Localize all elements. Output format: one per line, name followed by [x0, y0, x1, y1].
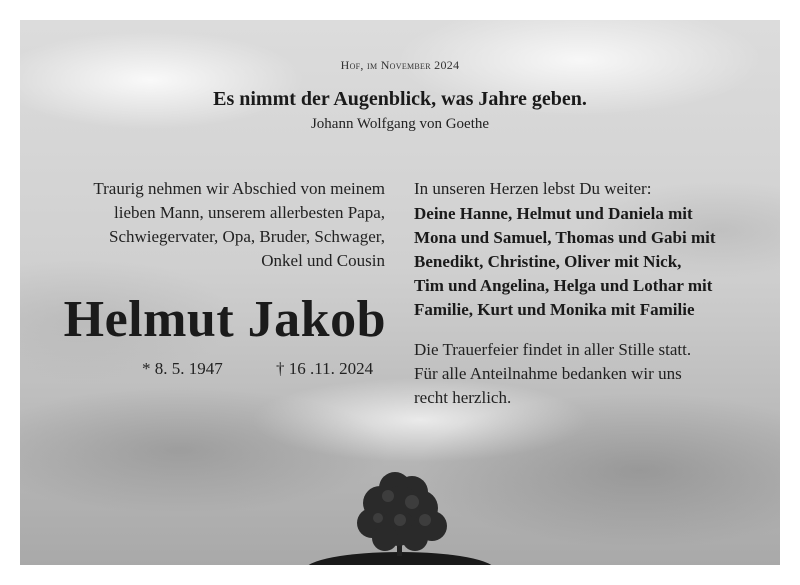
family-line: Deine Hanne, Helmut und Daniela mit [414, 204, 693, 223]
intro-line: Schwiegervater, Opa, Bruder, Schwager, [109, 227, 385, 246]
family-line: Mona und Samuel, Thomas und Gabi mit [414, 228, 716, 247]
intro-line: Traurig nehmen wir Abschied von meinem [93, 179, 385, 198]
intro-line: lieben Mann, unserem allerbesten Papa, [114, 203, 385, 222]
quote: Es nimmt der Augenblick, was Jahre geben. [213, 88, 587, 110]
obituary-card [20, 20, 780, 565]
place-date: Hof, im November 2024 [340, 58, 460, 72]
family-line: Benedikt, Christine, Oliver mit Nick, [414, 252, 682, 271]
family-list [414, 202, 774, 322]
tree-on-hill-icon [300, 458, 500, 565]
intro-line: Onkel und Cousin [261, 251, 385, 270]
quote-author: Johann Wolfgang von Goethe [310, 116, 490, 132]
closing-line: recht herzlich. [414, 388, 512, 407]
hearts-line: In unseren Herzen lebst Du weiter: [414, 179, 652, 198]
birth-date: * 8. 5. 1947 [142, 359, 223, 378]
closing-line: Für alle Anteilnahme bedanken wir uns [414, 364, 682, 383]
deceased-name: Helmut Jakob [63, 291, 386, 348]
death-date: † 16 .11. 2024 [276, 359, 374, 378]
family-line: Familie, Kurt und Monika mit Familie [414, 300, 695, 319]
family-line: Tim und Angelina, Helga und Lothar mit [414, 276, 713, 295]
right-column [414, 177, 774, 410]
closing-text [414, 338, 774, 410]
intro-text [30, 177, 385, 273]
closing-line: Die Trauerfeier findet in aller Stille statt. [414, 340, 692, 359]
